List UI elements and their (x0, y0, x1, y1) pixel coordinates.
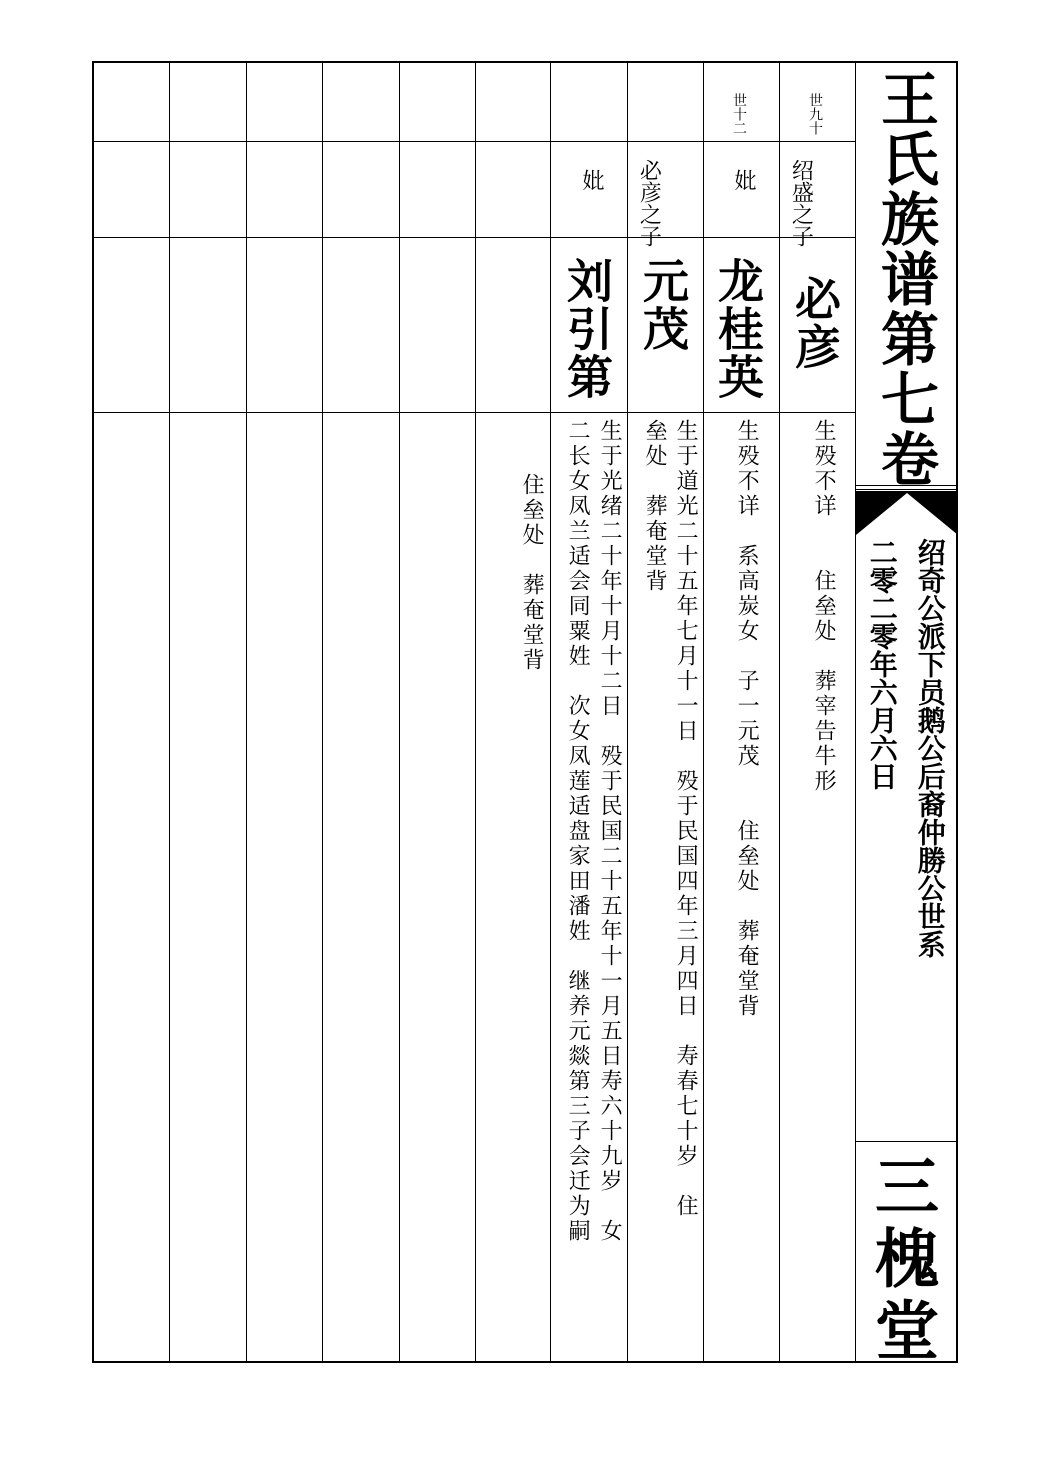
fishtail-ornament (856, 491, 958, 537)
person-bio: 生于道光二十五年七月十一日 殁于民国四年三月四日 寿春七十岁 住 (673, 419, 699, 1219)
person-bio: 住垒处 葬奄堂背 (519, 473, 545, 673)
person-bio: 垒处 葬奄堂背 (642, 419, 668, 594)
hall-name: 三槐堂 (864, 1153, 939, 1369)
person-name: 刘引第 (560, 257, 614, 401)
column-divider (779, 63, 780, 1361)
relation-label: 必彦之子 (636, 159, 662, 247)
book-title: 王氏族谱第七卷 (871, 69, 939, 489)
column-divider (855, 63, 856, 1361)
generation-label: 世九十 (807, 93, 823, 135)
title-divider (856, 489, 958, 490)
person-bio: 二长女凤兰适会同粟姓 次女凤莲适盘家田潘姓 继养元燚第三子会迁为嗣 (565, 419, 591, 1244)
generation-label: 世十二 (731, 93, 747, 135)
person-bio: 生于光绪二十年十月十二日 殁于民国二十五年十一月五日寿六十九岁 女 (597, 419, 623, 1244)
hall-divider (856, 1141, 958, 1142)
column-divider (627, 63, 628, 1361)
column-divider (475, 63, 476, 1361)
column-divider (169, 63, 170, 1361)
person-name: 龙桂英 (711, 257, 765, 401)
column-divider (322, 63, 323, 1361)
genealogy-page (92, 61, 958, 1369)
relation-label: 绍盛之子 (788, 159, 814, 247)
person-bio: 生殁不详 系高炭女 子一元茂 住垒处 葬奄堂背 (734, 419, 760, 1019)
relation-label: 妣 (579, 169, 604, 191)
person-bio: 生殁不详 住垒处 葬宰告牛形 (811, 419, 837, 794)
row-divider (94, 237, 856, 238)
column-divider (703, 63, 704, 1361)
row-divider (94, 141, 856, 142)
column-divider (246, 63, 247, 1361)
compile-date: 二零二零年六月六日 (865, 538, 899, 790)
person-name: 元茂 (636, 257, 690, 353)
row-divider (94, 412, 856, 413)
relation-label: 妣 (731, 169, 756, 191)
column-divider (550, 63, 551, 1361)
column-divider (399, 63, 400, 1361)
lineage-subtitle: 绍奇公派下员鹅公后裔仲勝公世系 (913, 538, 947, 958)
person-name: 必彦 (788, 275, 842, 371)
